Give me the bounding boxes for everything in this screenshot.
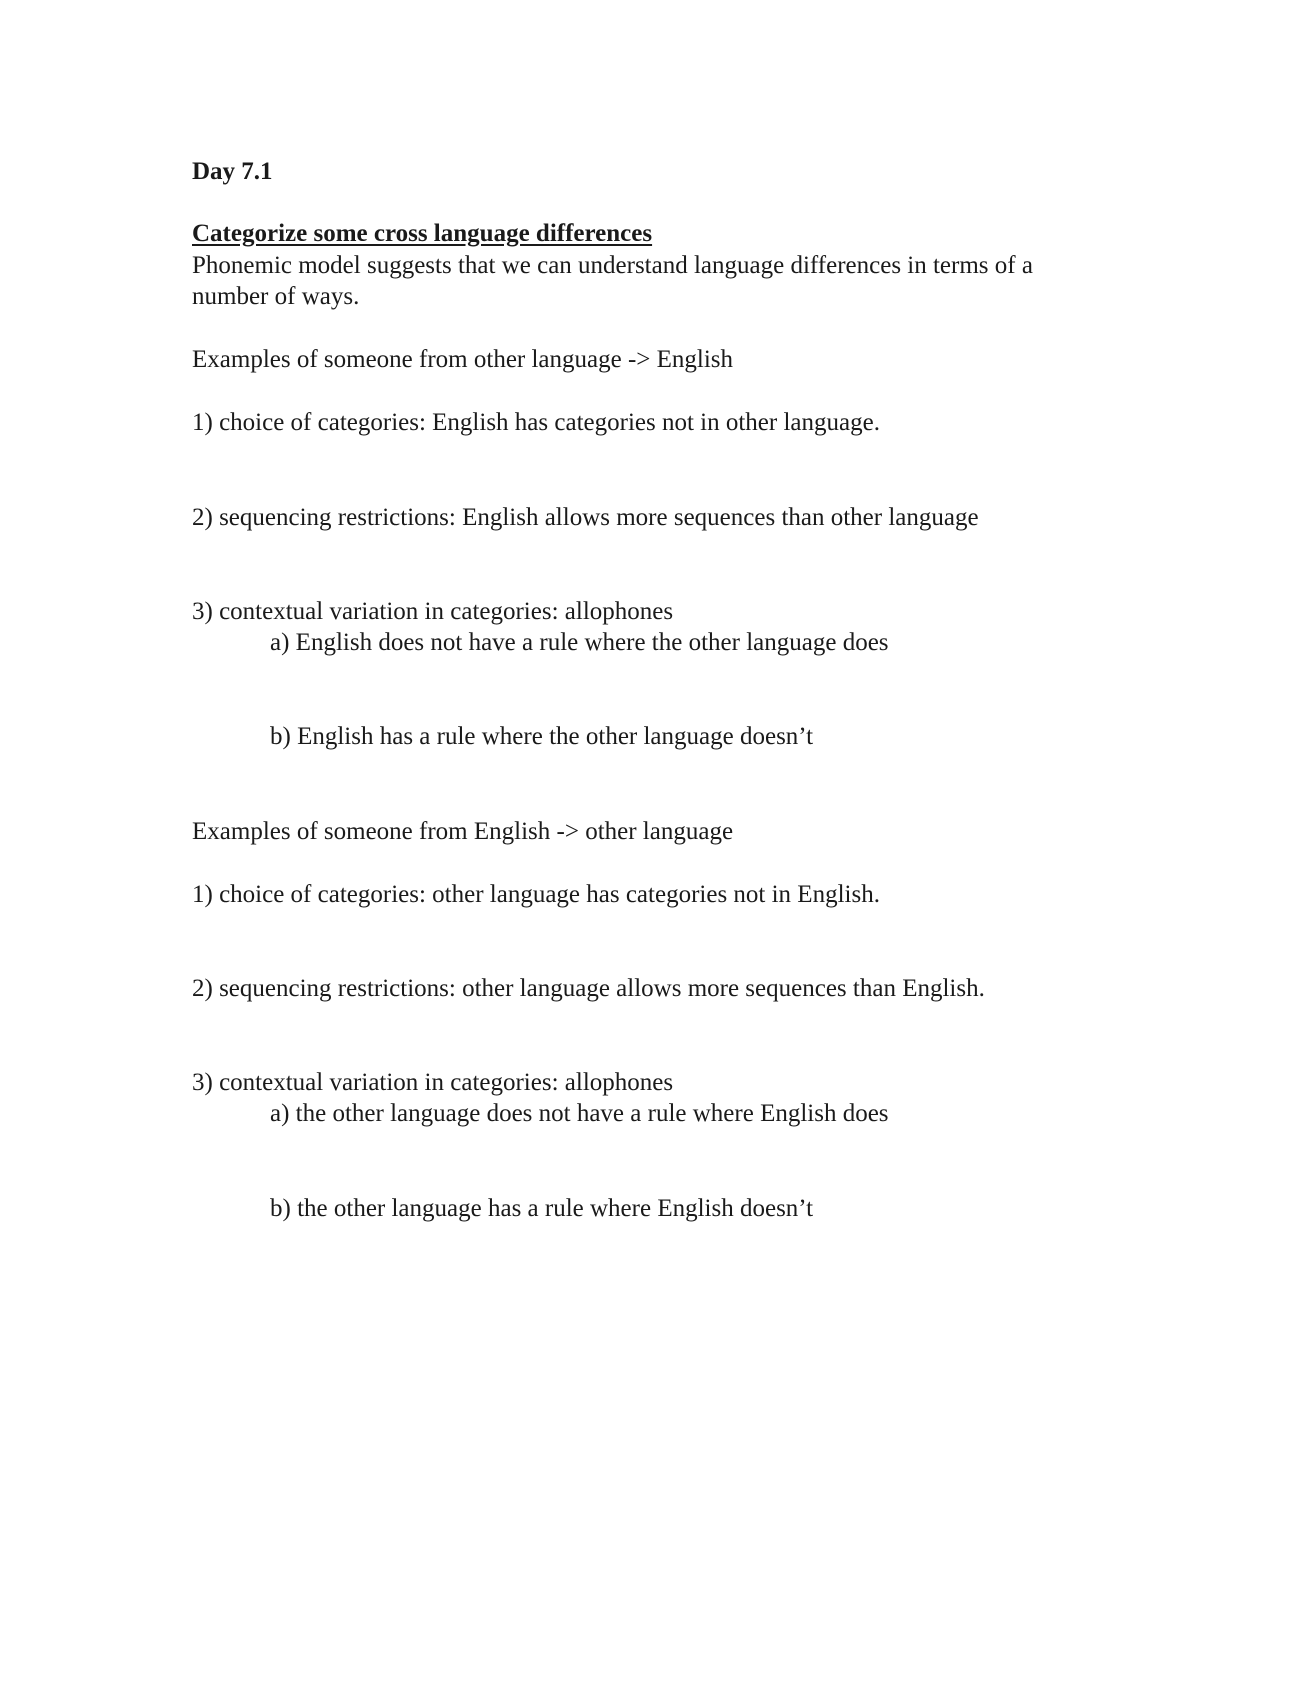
section2-item-3a: a) the other language does not have a rule where English does (270, 1100, 889, 1127)
intro-line-1: Phonemic model suggests that we can understand language differences in terms of a (192, 252, 1033, 279)
section2-item-3b: b) the other language has a rule where English doesn’t (270, 1195, 814, 1222)
section1-header: Examples of someone from other language -> English (192, 346, 734, 373)
section-heading: Categorize some cross language differences (192, 220, 653, 247)
section2-header: Examples of someone from English -> other language (192, 818, 734, 845)
section1-item-3: 3) contextual variation in categories: allophones (192, 598, 674, 625)
section2-item-3: 3) contextual variation in categories: allophones (192, 1069, 674, 1096)
section1-item-3a: a) English does not have a rule where the other language does (270, 629, 889, 656)
document-title: Day 7.1 (192, 158, 273, 185)
section1-item-3b: b) English has a rule where the other language doesn’t (270, 723, 814, 750)
section2-item-2: 2) sequencing restrictions: other language allows more sequences than English. (192, 975, 985, 1002)
section1-item-1: 1) choice of categories: English has categories not in other language. (192, 409, 880, 436)
section2-item-1: 1) choice of categories: other language has categories not in English. (192, 881, 880, 908)
section1-item-2: 2) sequencing restrictions: English allows more sequences than other language (192, 504, 979, 531)
intro-line-2: number of ways. (192, 283, 360, 310)
